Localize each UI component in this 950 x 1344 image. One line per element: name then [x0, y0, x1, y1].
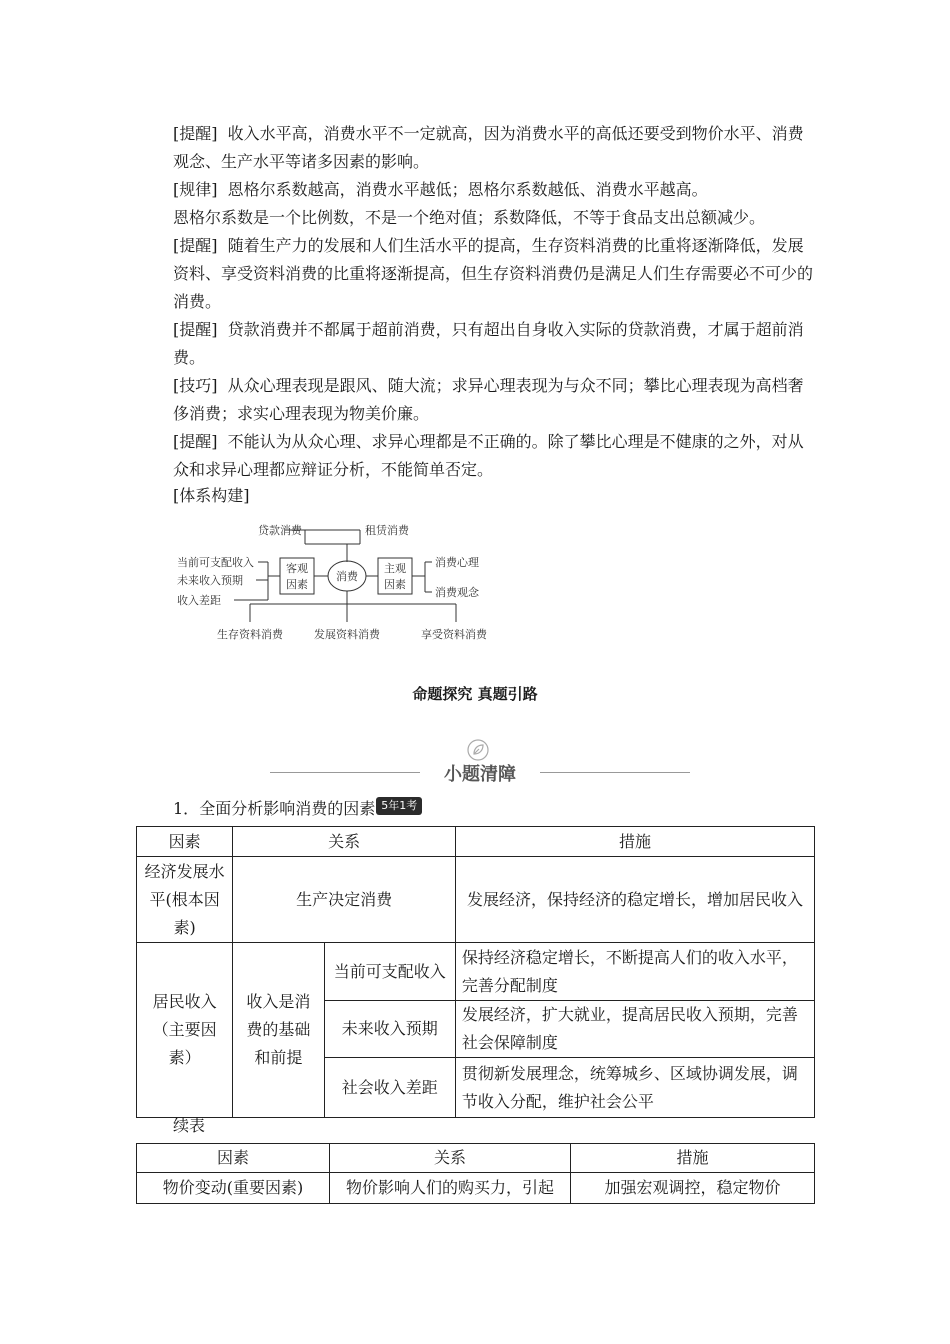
table-header: 关系 — [233, 827, 456, 857]
leaf-icon — [466, 738, 490, 762]
measure-cell: 贯彻新发展理念，统筹城乡、区域协调发展，调节收入分配，维护社会公平 — [455, 1058, 814, 1118]
relation-cell: 生产决定消费 — [233, 857, 456, 943]
sub-factor-cell: 未来收入预期 — [324, 1001, 455, 1058]
label: [体系构建] — [173, 486, 250, 505]
paragraph-remind-1 — [137, 120, 815, 176]
text: 随着生产力的发展和人们生活水平的提高，生存资料消费的比重将逐渐降低，发展资料、享受资料消费的比重将逐渐提高，但生存资料消费仍是满足人们生存需要必不可少的消费。 — [173, 236, 814, 311]
label: [规律] — [173, 180, 218, 199]
diagram-loan-consumption: 贷款消费 — [258, 524, 302, 537]
diagram-current-income: 当前可支配收入 — [177, 556, 254, 569]
factor-cell: 经济发展水平(根本因素) — [137, 857, 233, 943]
paragraph-remind-2 — [137, 232, 815, 316]
factor-cell: 物价变动(重要因素) — [137, 1173, 330, 1204]
diagram-future-income: 未来收入预期 — [177, 574, 243, 587]
banner — [270, 738, 690, 786]
text: 不能认为从众心理、求异心理都是不正确的。除了攀比心理是不健康的之外，对从众和求异心理都应辩证分析，不能简单否定。 — [173, 432, 804, 479]
text: 恩格尔系数越高，消费水平越低；恩格尔系数越低、消费水平越高。 — [227, 180, 708, 199]
diagram-development: 发展资料消费 — [314, 628, 380, 641]
sub-factor-cell: 当前可支配收入 — [324, 943, 455, 1001]
measure-cell: 发展经济，保持经济的稳定增长，增加居民收入 — [455, 857, 814, 943]
factors-table-continued — [136, 1143, 815, 1204]
relation-cell: 物价影响人们的购买力，引起 — [330, 1173, 571, 1204]
diagram-income-gap: 收入差距 — [177, 594, 221, 607]
factor-cell: 居民收入（主要因素） — [137, 943, 233, 1118]
table-header: 因素 — [137, 827, 233, 857]
diagram-center: 消费 — [336, 570, 358, 583]
exam-frequency-badge: 5年1考 — [376, 797, 422, 815]
paragraph-remind-4 — [137, 428, 815, 484]
relation-cell: 收入是消费的基础和前提 — [233, 943, 324, 1118]
paragraph-remind-3 — [137, 316, 815, 372]
measure-cell: 加强宏观调控，稳定物价 — [571, 1173, 815, 1204]
paragraph-system — [137, 482, 815, 510]
diagram-psychology: 消费心理 — [435, 556, 479, 569]
text: 从众心理表现是跟风、随大流；求异心理表现为与众不同；攀比心理表现为高档奢侈消费；求实心理表现为物美价廉。 — [173, 376, 804, 423]
diagram-objective-2: 因素 — [286, 578, 308, 591]
measure-cell: 保持经济稳定增长，不断提高人们的收入水平，完善分配制度 — [455, 943, 814, 1001]
diagram-subjective-2: 因素 — [384, 578, 406, 591]
label: [提醒] — [173, 432, 218, 451]
sub-factor-cell: 社会收入差距 — [324, 1058, 455, 1118]
continued-label: 续表 — [173, 1116, 206, 1135]
table-header: 因素 — [137, 1144, 330, 1173]
table-header: 关系 — [330, 1144, 571, 1173]
label: [提醒] — [173, 236, 218, 255]
factors-table — [136, 826, 815, 1118]
paragraph-rule — [137, 176, 815, 204]
diagram-lease-consumption: 租赁消费 — [365, 524, 409, 537]
label: [提醒] — [173, 124, 218, 143]
label: [技巧] — [173, 376, 218, 395]
diagram-enjoyment: 享受资料消费 — [421, 628, 487, 641]
paragraph-skill — [137, 372, 815, 428]
question-number: 1． — [173, 799, 200, 818]
diagram-concept: 消费观念 — [435, 586, 479, 599]
text: 贷款消费并不都属于超前消费，只有超出自身收入实际的贷款消费，才属于超前消费。 — [173, 320, 804, 367]
section-title: 命题探究 真题引路 — [412, 685, 538, 703]
question-1 — [173, 797, 422, 821]
table-header: 措施 — [455, 827, 814, 857]
text: 收入水平高，消费水平不一定就高，因为消费水平的高低还要受到物价水平、消费观念、生产水平等诸多因素的影响。 — [173, 124, 804, 171]
diagram-subjective-1: 主观 — [384, 562, 406, 575]
table-header: 措施 — [571, 1144, 815, 1173]
paragraph-engel — [137, 204, 815, 232]
diagram-objective-1: 客观 — [286, 562, 308, 575]
concept-diagram — [170, 516, 510, 646]
label: [提醒] — [173, 320, 218, 339]
diagram-survival: 生存资料消费 — [217, 628, 283, 641]
text: 恩格尔系数是一个比例数，不是一个绝对值；系数降低，不等于食品支出总额减少。 — [173, 208, 766, 227]
banner-title: 小题清障 — [444, 764, 516, 785]
question-title: 全面分析影响消费的因素 — [199, 799, 376, 818]
measure-cell: 发展经济，扩大就业，提高居民收入预期，完善社会保障制度 — [455, 1001, 814, 1058]
